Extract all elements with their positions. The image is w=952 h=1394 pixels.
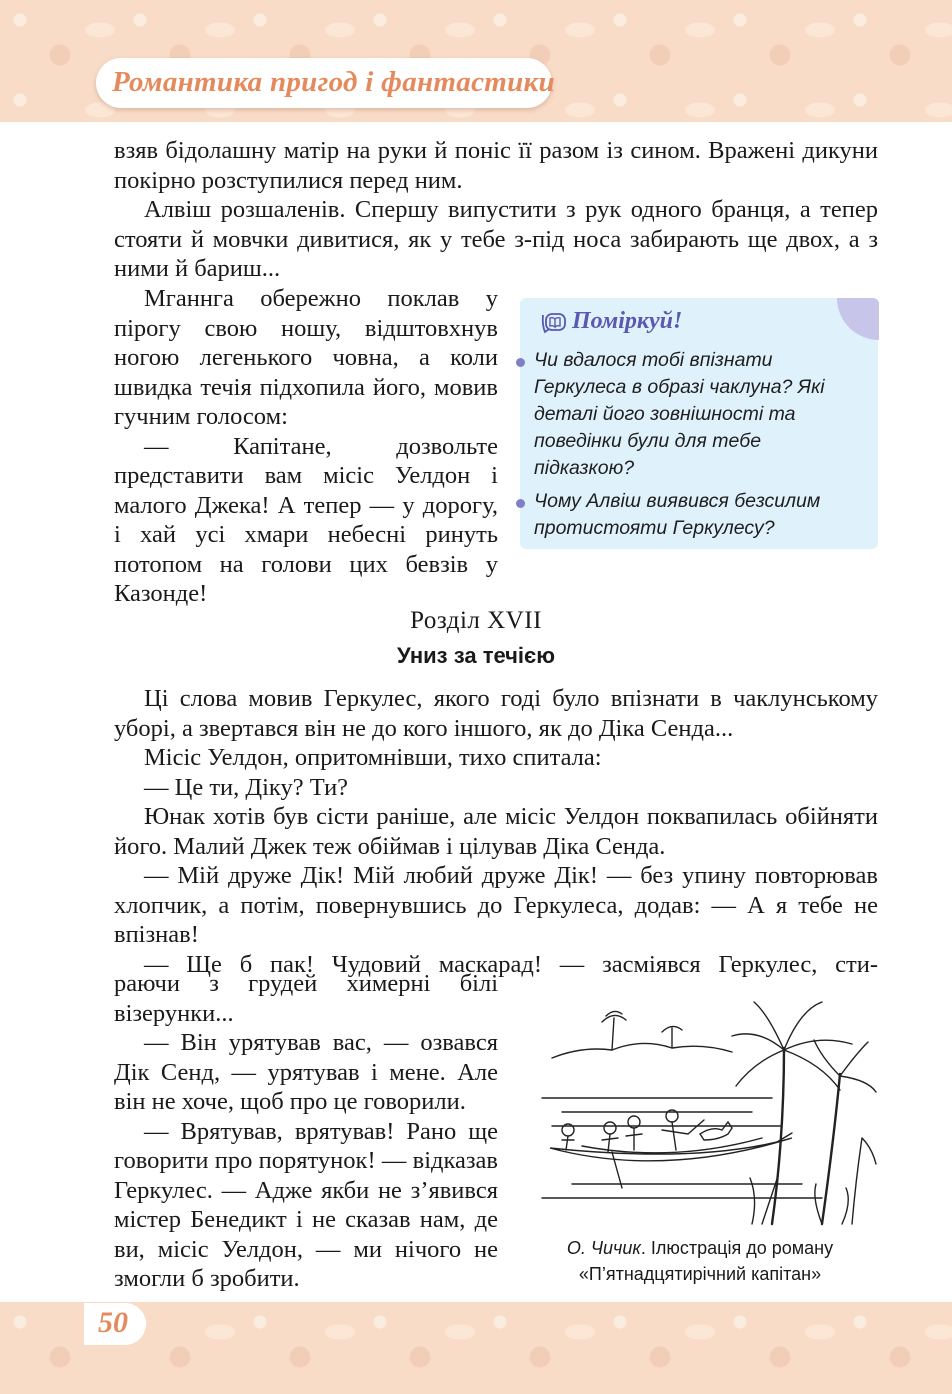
open-book-icon [540,311,570,335]
question-item: Чи вдалося тобі впізнати Геркулеса в образі чаклуна? Які деталі його зовнішності та поведінки були для тебе підказкою? [534,349,825,479]
paragraph: — Ще б пак! Чудовий маскарад! — засміявся Геркулес, сти- [144,950,878,978]
paragraph: Мганнга обережно поклав у пірогу свою ношу, відштовхнув ногою легенького човна, а коли швидка течія підхопила його, мовив гучним голосом: [114,285,498,430]
illustration-caption [522,1235,878,1287]
bullet-icon [516,358,525,367]
paragraph: — Врятував, врятував! Рано ще говорити про порятунок! — відказав Геркулес. — Адже якби не з’явився містер Бенедикт і не сказав нам, де ви, місіс Уелдон, — ми нічого не змогли б зробити. [114,1117,498,1292]
paragraph: — Це ти, Діку? Ти? [144,773,349,801]
caption-author: О. Чичик [566,1238,641,1258]
text-block-chapter-left [114,969,498,1294]
boat-illustration [522,988,878,1226]
text-block-left [114,284,498,609]
paragraph: Юнак хотів був сісти раніше, але місіс Уелдон поквапилась обійняти його. Малий Джек теж обіймав і цілував Діка Сенда. [114,803,878,860]
text-block-chapter [114,684,878,979]
paragraph: Ці слова мовив Геркулес, якого годі було впізнати в чаклунському уборі, а звертався він не до кого іншого, як до Діка Сенда... [114,685,878,742]
question-item: Чому Алвіш виявився безсилим протистояти Геркулесу? [534,490,821,539]
chapter-title: Униз за течією [397,643,555,668]
page-number-badge [84,1303,146,1345]
text-block-top [114,136,878,284]
paragraph: Місіс Уелдон, опритомнівши, тихо спитала: [144,744,602,771]
paragraph: Алвіш розшаленів. Спершу випустити з рук одного бранця, а тепер стояти й мовчки дивитися, як у тебе з-під носа забирають ще двох, а з ними й бариш... [114,196,878,282]
think-box-title: Поміркуй! [572,308,683,334]
page-number: 50 [98,1306,128,1339]
caption-text: . Ілюстрація до роману [640,1238,834,1258]
paragraph: — Він урятував вас, — озвався Дік Сенд, — урятував і мене. Але він не хоче, щоб про це говорили. [114,1029,498,1115]
paragraph: раючи з грудей химерні білі візерунки... [114,970,498,1027]
section-title: Романтика пригод і фантастики [112,66,555,98]
caption-title: «П’ятнадцятирічний капітан» [578,1264,822,1284]
bullet-icon [516,499,525,508]
paragraph: — Мій друже Дік! Мій любий друже Дік! — без упину повторював хлопчик, а потім, повернувшись до Геркулеса, додав: — А я тебе не впізнав! [114,862,878,948]
paragraph: взяв бідолашну матір на руки й поніс її разом із сином. Вражені дикуни покірно розступилися перед ним. [114,137,878,194]
paragraph: — Капітане, дозвольте представити вам місіс Уелдон і малого Джека! А тепер — у дорогу, і хай усі хмари небесні ринуть потопом на голови цих бевзів у Казонде! [114,432,498,607]
chapter-number: Розділ XVII [410,607,542,634]
